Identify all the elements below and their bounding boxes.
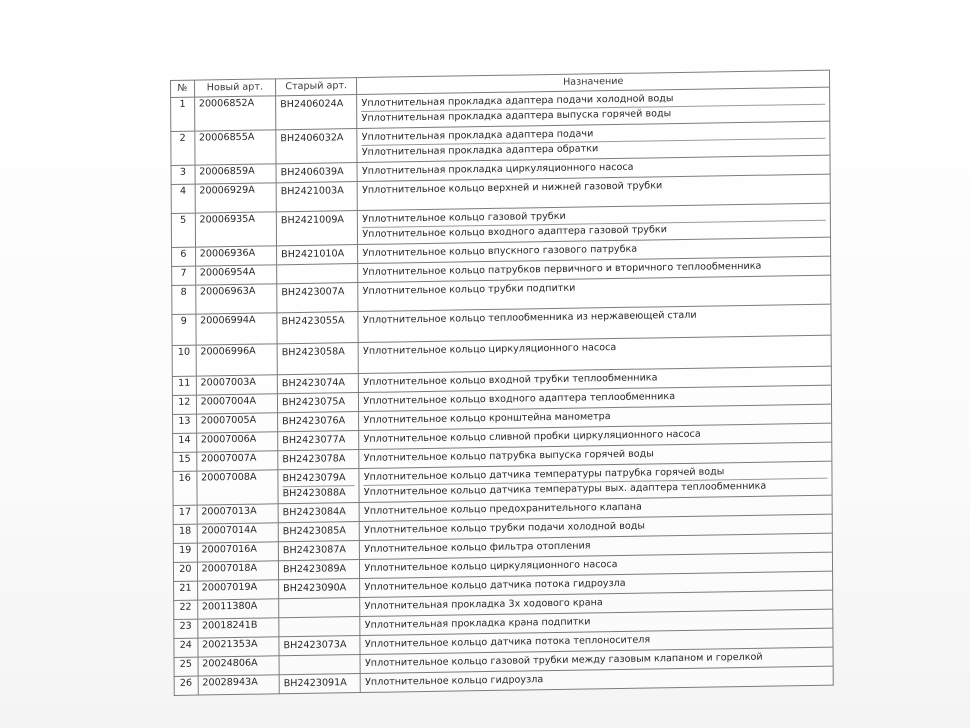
new-article-cell: 20007007A (196, 451, 277, 471)
new-article-cell: 20011380A (197, 599, 278, 619)
old-article-cell (276, 211, 358, 246)
old-article-cell (278, 431, 359, 451)
new-article-cell: 20021353A (198, 637, 279, 657)
purpose-line: Уплотнительное кольцо фильтра отопления (364, 540, 591, 555)
purpose-line: Уплотнительное кольцо входной трубки теплообменника (363, 372, 658, 388)
purpose-line: Уплотнительное кольцо датчика потока гидроузла (364, 577, 626, 593)
old-article-cell (276, 95, 358, 130)
parts-table (170, 70, 834, 696)
purpose-line: Уплотнительное кольцо сливной пробки циркуляционного насоса (363, 428, 701, 445)
old-article-value: BH2423075A (281, 396, 346, 409)
old-article-value: BH2406039A (280, 166, 344, 179)
new-article-cell: 20007018A (197, 561, 278, 581)
row-number: 6 (172, 247, 196, 266)
purpose-line: Уплотнительное кольцо датчика температуры вых. адаптера теплообменника (364, 478, 828, 500)
row-number: 2 (171, 131, 195, 165)
old-article-value: BH2423073A (283, 639, 347, 652)
old-article-cell (278, 450, 359, 470)
header-num: № (171, 80, 195, 97)
row-number: 9 (172, 314, 196, 345)
old-article-cell (279, 636, 360, 656)
row-number: 25 (174, 657, 198, 676)
old-article-value: BH2423085A (282, 525, 346, 538)
purpose-line: Уплотнительное кольцо патрубка выпуска горячей воды (363, 448, 654, 464)
old-article-cell (277, 374, 358, 394)
row-number: 26 (174, 676, 198, 695)
new-article-cell: 20006852A (194, 96, 276, 131)
new-article-cell: 20006994A (196, 313, 278, 345)
row-number: 20 (173, 562, 197, 581)
purpose-line: Уплотнительное кольцо верхней и нижней газовой трубки (362, 180, 663, 196)
old-article-cell (277, 343, 359, 375)
new-article-cell: 20007003A (196, 375, 277, 395)
old-article-value: BH2423074A (281, 377, 346, 390)
purpose-line: Уплотнительное кольцо датчика температуры патрубка горячей воды (363, 466, 725, 483)
row-number: 21 (174, 581, 198, 600)
purpose-line: Уплотнительная прокладка адаптера обратки (362, 138, 826, 160)
row-number: 10 (172, 345, 196, 376)
row-number: 15 (173, 452, 197, 471)
purpose-line: Уплотнительное кольцо теплообменника из нержавеющей стали (362, 309, 697, 326)
row-number: 24 (174, 638, 198, 657)
row-number: 12 (172, 395, 196, 414)
new-article-cell: 20006954A (195, 265, 276, 285)
purpose-line: Уплотнительное кольцо кронштейна манометра (363, 411, 611, 426)
purpose-line: Уплотнительное кольцо трубки подачи холодной воды (364, 520, 645, 536)
old-article-value: BH2423091A (283, 677, 347, 690)
new-article-cell: 20006929A (195, 183, 277, 213)
row-number: 23 (174, 619, 198, 638)
old-article-value: BH2423087A (282, 544, 347, 557)
new-article-cell: 20024806A (198, 656, 279, 676)
old-article-cell (278, 541, 359, 561)
old-article-cell (278, 503, 359, 523)
row-number: 7 (172, 266, 196, 285)
row-number: 1 (171, 97, 195, 131)
old-article-cell (279, 579, 360, 599)
old-article-cell (276, 129, 358, 164)
row-number: 19 (173, 543, 197, 562)
old-article-cell (278, 469, 360, 504)
new-article-cell: 20007004A (196, 394, 277, 414)
new-article-cell: 20007006A (196, 432, 277, 452)
purpose-line: Уплотнительная прокладка адаптера подачи холодной воды (361, 93, 674, 109)
purpose-line: Уплотнительная прокладка 3х ходового крана (364, 597, 603, 612)
new-article-cell: 20028943A (198, 675, 279, 695)
old-article-value: BH2423007A (281, 286, 345, 299)
new-article-cell: 20007014A (197, 523, 278, 543)
row-number: 22 (174, 600, 198, 619)
old-article-value: BH2423088A (283, 485, 355, 501)
new-article-cell: 20007005A (196, 413, 277, 433)
purpose-line: Уплотнительная прокладка крана подпитки (364, 616, 591, 631)
old-article-cell (277, 264, 358, 284)
row-number: 11 (172, 376, 196, 395)
old-article-cell (276, 182, 358, 212)
row-number: 14 (173, 433, 197, 452)
purpose-line: Уплотнительное кольцо датчика потока теплоносителя (364, 634, 651, 650)
old-article-value (284, 657, 356, 672)
purpose-line: Уплотнительное кольцо циркуляционного насоса (364, 558, 618, 574)
new-article-cell: 20018241B (197, 618, 278, 638)
purpose-line: Уплотнительное кольцо предохранительного клапана (363, 501, 642, 517)
row-number: 17 (173, 505, 197, 524)
old-article-cell (276, 163, 357, 183)
purpose-line: Уплотнительное кольцо циркуляционного насоса (362, 341, 617, 357)
old-article-cell (279, 674, 360, 694)
old-article-value: BH2423055A (281, 315, 345, 328)
new-article-cell: 20006855A (194, 130, 276, 165)
old-article-value: BH2423084A (282, 506, 346, 519)
purpose-line: Уплотнительное кольцо газовой трубки между газовым клапаном и горелкой (364, 651, 763, 669)
old-article-value: BH2423079A (282, 472, 346, 485)
purpose-line: Уплотнительное кольцо гидроузла (365, 674, 544, 688)
old-article-value: BH2421003A (280, 185, 344, 198)
header-new-article: Новый арт. (194, 79, 275, 97)
purpose-line: Уплотнительное кольцо входного адаптера теплообменника (363, 391, 676, 407)
header-purpose: Назначение (357, 70, 830, 94)
new-article-cell: 20007013A (197, 504, 278, 524)
old-article-value: BH2423090A (283, 582, 347, 595)
purpose-line: Уплотнительное кольцо патрубков первичного и вторичного теплообменника (362, 260, 762, 278)
old-article-value (283, 600, 355, 615)
purpose-line: Уплотнительная прокладка адаптера выпуска горячей воды (362, 104, 826, 126)
old-article-value: BH2423058A (281, 346, 345, 359)
purpose-line: Уплотнительное кольцо газовой трубки (362, 210, 566, 225)
old-article-cell (279, 655, 360, 675)
old-article-value (281, 266, 353, 281)
purpose-line: Уплотнительная прокладка циркуляционного насоса (361, 161, 634, 177)
header-old-article: Старый арт. (276, 78, 357, 96)
old-article-value: BH2406032A (280, 132, 344, 145)
old-article-cell (277, 245, 358, 265)
row-number: 8 (172, 285, 196, 314)
new-article-cell: 20006935A (195, 212, 277, 247)
old-article-value: BH2421010A (281, 248, 345, 261)
old-article-cell (278, 560, 359, 580)
new-article-cell: 20006936A (195, 246, 276, 266)
row-number: 5 (171, 213, 195, 247)
old-article-value: BH2406024A (280, 98, 344, 111)
old-article-cell (277, 393, 358, 413)
old-article-value: BH2423089A (282, 563, 347, 576)
purpose-line: Уплотнительная прокладка адаптера подачи (361, 128, 594, 143)
table-body (171, 87, 834, 695)
new-article-cell: 20007019A (197, 580, 278, 600)
old-article-value: BH2421009A (280, 214, 345, 227)
new-article-cell: 20006963A (195, 284, 277, 314)
old-article-cell (277, 283, 359, 313)
row-number: 18 (173, 524, 197, 543)
new-article-cell: 20006996A (196, 344, 278, 376)
old-article-value: BH2423078A (282, 453, 346, 466)
old-article-cell (277, 312, 359, 344)
old-article-value: BH2423076A (282, 415, 346, 428)
purpose-line: Уплотнительное кольцо входного адаптера газовой трубки (362, 220, 826, 242)
old-article-cell (278, 412, 359, 432)
new-article-cell: 20006859A (195, 164, 276, 184)
row-number: 4 (171, 184, 195, 213)
old-article-cell (279, 617, 360, 637)
old-article-cell (278, 522, 359, 542)
purpose-line: Уплотнительное кольцо впускного газового патрубка (362, 243, 638, 259)
row-number: 13 (173, 414, 197, 433)
new-article-cell: 20007016A (197, 542, 278, 562)
new-article-cell: 20007008A (197, 470, 279, 505)
row-number: 3 (171, 165, 195, 184)
old-article-value (283, 619, 355, 634)
old-article-value: BH2423077A (282, 434, 346, 447)
row-number: 16 (173, 471, 197, 505)
purpose-line: Уплотнительное кольцо трубки подпитки (362, 282, 576, 297)
old-article-cell (279, 598, 360, 618)
